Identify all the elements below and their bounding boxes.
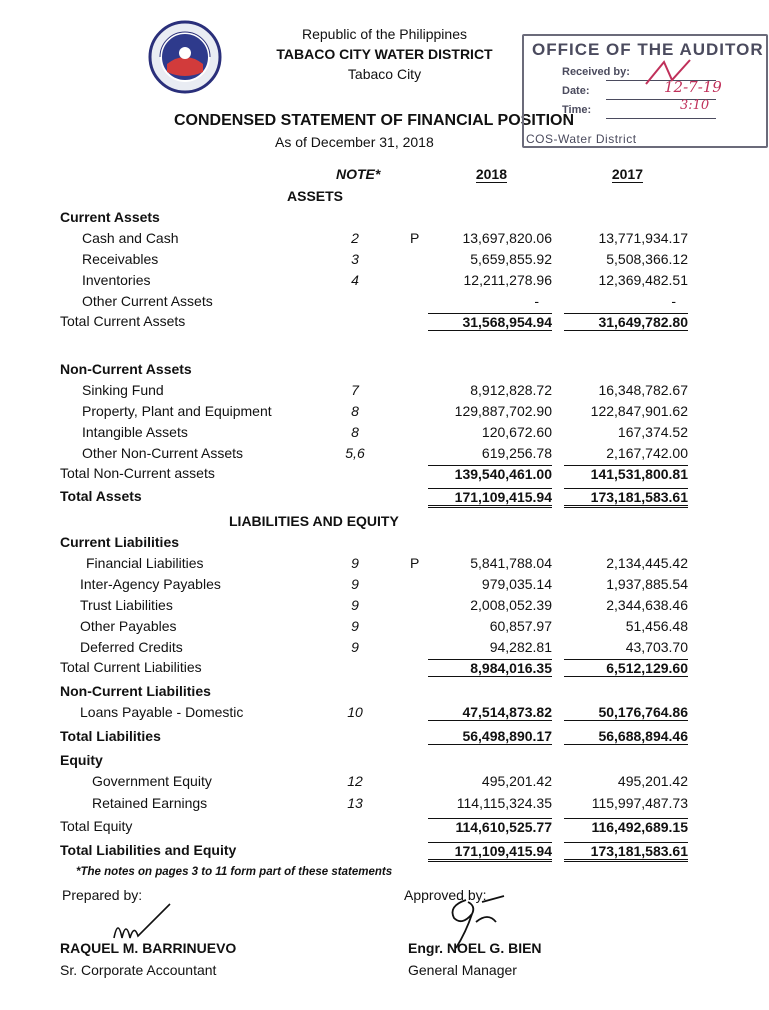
row-label: Financial Liabilities [86,555,204,571]
value-2017: 12,369,482.51 [598,272,688,288]
row-label: Total Equity [60,818,133,834]
col-header-2017: 2017 [611,166,643,182]
value-2018: 8,984,016.35 [428,659,552,677]
col-header-2018: 2018 [475,166,507,182]
group-equity: Equity [60,752,103,768]
stamp-date-value: 12-7-19 [664,78,722,96]
header-city: Tabaco City [347,66,422,82]
row-label: Total Liabilities and Equity [60,842,237,858]
peso-sign: P [410,555,420,571]
table-row-total [0,818,769,838]
row-label: Other Non-Current Assets [82,445,244,461]
value-2018: 139,540,461.00 [428,465,552,482]
row-label: Receivables [82,251,159,267]
row-label: Government Equity [92,773,212,789]
value-2018: 5,659,855.92 [470,251,552,267]
table-row [0,597,769,617]
value-2017: 56,688,894.46 [564,728,688,745]
table-row-total [0,728,769,748]
row-note: 9 [351,576,359,592]
section-assets: ASSETS [287,188,344,204]
stamp-date-label: Date: [562,85,590,97]
table-row [0,424,769,444]
prepared-by-label: Prepared by: [62,887,143,903]
section-liabilities-equity: LIABILITIES AND EQUITY [229,513,399,529]
value-2017: 5,508,366.12 [606,251,688,267]
group-current-assets: Current Assets [60,209,160,225]
value-2017: 115,997,487.73 [591,795,688,811]
value-2017: 51,456.48 [625,618,688,634]
approver-name: Engr. NOEL G. BIEN [408,940,542,956]
approved-by-label: Approved by: [404,887,487,903]
auditor-receipt-stamp [522,34,768,148]
row-label: Total Non-Current assets [60,465,215,481]
value-2017: 2,167,742.00 [606,445,688,461]
value-2017: 173,181,583.61 [564,842,688,862]
row-note: 5,6 [345,445,365,461]
row-note: 13 [347,795,363,811]
table-row [0,795,769,815]
value-2017: 13,771,934.17 [598,230,688,246]
header-organization: TABACO CITY WATER DISTRICT [276,46,493,62]
value-2018: 31,568,954.94 [428,313,552,331]
table-row-total [0,659,769,679]
value-2017: - [671,293,676,309]
row-label: Total Current Liabilities [60,659,202,675]
table-row [0,293,769,313]
approver-title: General Manager [408,962,517,978]
table-row [0,382,769,402]
row-note: 9 [351,618,359,634]
row-note: 4 [351,272,359,288]
value-2017: 2,134,445.42 [606,555,688,571]
row-note: 7 [351,382,359,398]
value-2018: 114,115,324.35 [456,795,552,811]
row-label: Trust Liabilities [80,597,173,613]
value-2017: 173,181,583.61 [564,488,688,508]
row-label: Inventories [82,272,151,288]
value-2018: 2,008,052.39 [470,597,552,613]
table-row [0,773,769,793]
table-row-grand-total [0,842,769,862]
row-label: Loans Payable - Domestic [80,704,244,720]
table-row [0,618,769,638]
col-header-note: NOTE* [336,166,381,182]
preparer-title: Sr. Corporate Accountant [60,962,217,978]
value-2017: 495,201.42 [617,773,688,789]
stamp-initial-mark [642,58,702,93]
row-label: Other Payables [80,618,177,634]
value-2018: 94,282.81 [489,639,552,655]
table-row [0,555,769,575]
table-row [0,704,769,724]
group-noncurrent-assets: Non-Current Assets [60,361,192,377]
value-2017: 122,847,901.62 [590,403,688,419]
value-2017: 50,176,764.86 [564,704,688,721]
value-2018: 129,887,702.90 [454,403,552,419]
row-note: 10 [347,704,363,720]
value-2017: 31,649,782.80 [564,313,688,331]
value-2018: 171,109,415.94 [428,488,552,508]
stamp-time-value: 3:10 [680,98,710,113]
value-2018: 171,109,415.94 [428,842,552,862]
table-row [0,251,769,271]
group-current-liabilities: Current Liabilities [60,534,180,550]
value-2017: 116,492,689.15 [564,818,688,835]
value-2017: 16,348,782.67 [598,382,688,398]
row-note: 12 [347,773,363,789]
stamp-footer: COS-Water District [526,132,637,146]
value-2017: 1,937,885.54 [606,576,688,592]
peso-sign: P [410,230,420,246]
row-label: Sinking Fund [82,382,164,398]
value-2018: 619,256.78 [481,445,552,461]
statement-date: As of December 31, 2018 [275,134,434,150]
row-label: Intangible Assets [82,424,188,440]
row-label: Total Assets [60,488,142,504]
value-2018: 56,498,890.17 [428,728,552,745]
stamp-title: OFFICE OF THE AUDITOR [532,40,764,59]
value-2017: 43,703.70 [625,639,688,655]
value-2018: - [534,293,539,309]
table-row [0,639,769,659]
table-row [0,230,769,250]
group-noncurrent-liabilities: Non-Current Liabilities [60,683,211,699]
value-2018: 60,857.97 [489,618,552,634]
row-label: Deferred Credits [80,639,183,655]
table-row-grand-total [0,488,769,508]
value-2018: 120,672.60 [481,424,552,440]
row-note: 8 [351,424,359,440]
statement-title: CONDENSED STATEMENT OF FINANCIAL POSITION [174,112,575,129]
row-label: Total Current Assets [60,313,186,329]
stamp-time-label: Time: [562,104,592,116]
row-note: 3 [351,251,359,267]
footnote: *The notes on pages 3 to 11 form part of these statements [76,866,393,878]
table-row-total [0,465,769,485]
table-row [0,445,769,465]
row-label: Retained Earnings [92,795,208,811]
row-label: Property, Plant and Equipment [82,403,272,419]
stamp-received-label: Received by: [562,66,630,78]
row-label: Inter-Agency Payables [80,576,221,592]
row-note: 2 [351,230,359,246]
preparer-name: RAQUEL M. BARRINUEVO [60,940,237,956]
value-2018: 47,514,873.82 [428,704,552,721]
value-2018: 114,610,525.77 [428,818,552,835]
row-note: 9 [351,597,359,613]
row-note: 8 [351,403,359,419]
value-2018: 5,841,788.04 [470,555,552,571]
row-label: Cash and Cash [82,230,179,246]
table-row [0,403,769,423]
table-row-total [0,313,769,333]
value-2017: 6,512,129.60 [564,659,688,677]
value-2018: 979,035.14 [481,576,552,592]
value-2018: 13,697,820.06 [462,230,552,246]
row-label: Total Liabilities [60,728,161,744]
row-label: Other Current Assets [82,293,213,309]
value-2017: 167,374.52 [617,424,688,440]
table-row [0,576,769,596]
header-republic: Republic of the Philippines [302,26,467,42]
value-2018: 12,211,278.96 [463,272,552,288]
table-row [0,272,769,292]
row-note: 9 [351,639,359,655]
value-2017: 2,344,638.46 [606,597,688,613]
row-note: 9 [351,555,359,571]
value-2018: 495,201.42 [481,773,552,789]
value-2017: 141,531,800.81 [564,465,688,482]
value-2018: 8,912,828.72 [470,382,552,398]
